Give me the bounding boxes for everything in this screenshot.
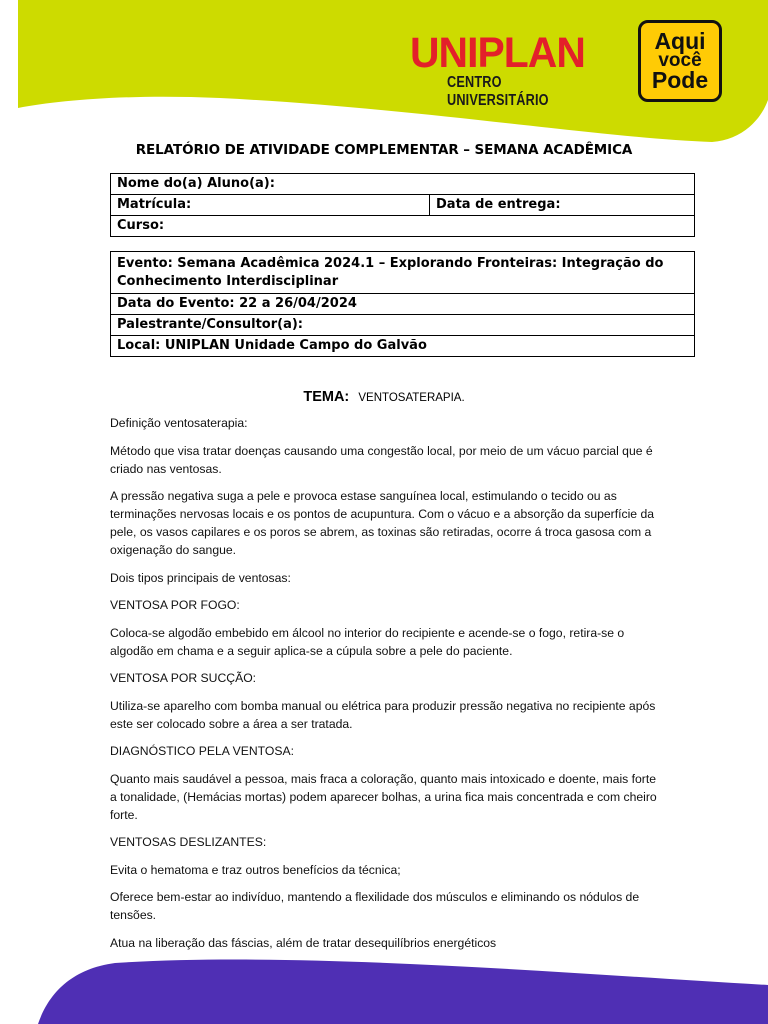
paragraph: Atua na liberação das fáscias, além de tratar desequilíbrios energéticos [110, 935, 497, 950]
course-field[interactable]: Curso: [111, 216, 695, 237]
section-heading: DIAGNÓSTICO PELA VENTOSA: [110, 744, 294, 758]
paragraph: Coloca-se algodão embebido em álcool no interior do recipiente e acende-se o fogo, retira-se o algodão em chama e a seguir aplica-se a cúpula sobre a pele do paciente. [110, 625, 625, 658]
badge-line-2: você [658, 50, 702, 71]
theme-value: VENTOSATERAPIA. [358, 392, 465, 404]
logo-name: UNIPLAN [410, 29, 585, 77]
student-name-field[interactable]: Nome do(a) Aluno(a): [111, 174, 695, 195]
section-heading: VENTOSAS DESLIZANTES: [110, 835, 267, 849]
section-heading: VENTOSA POR FOGO: [110, 598, 240, 612]
event-info-table [110, 251, 695, 357]
theme-label: TEMA: [303, 389, 350, 405]
event-date-field: Data do Evento: 22 a 26/04/2024 [111, 294, 695, 315]
paragraph: Evita o hematoma e traz outros benefícios da técnica; [110, 862, 401, 877]
document-body [110, 414, 662, 961]
speaker-field[interactable]: Palestrante/Consultor(a): [111, 315, 695, 336]
paragraph: Quanto mais saudável a pessoa, mais fraca a coloração, quanto mais intoxicado e doente, mais forte a tonalidade, (Hemácias mortas) podem aparecer bolhas, a urina fica mais concentrada e com cheiro forte. [110, 771, 657, 822]
paragraph: Utiliza-se aparelho com bomba manual ou elétrica para produzir pressão negativa no recipiente após este ser colocado sobre a área a ser tratada. [110, 698, 656, 731]
paragraph: A pressão negativa suga a pele e provoca estase sanguínea local, estimulando o tecido ou as terminações nervosas locais e os pontos de acupuntura. Com o vácuo e a absorção da superfície da pele, os vasos capilares e os poros se abrem, as toxinas são retiradas, ocorre á troca gasosa com a oxigenação do sangue. [110, 489, 655, 557]
paragraph: Dois tipos principais de ventosas: [110, 570, 291, 585]
aqui-voce-pode-badge [638, 20, 722, 102]
uniplan-logo [410, 29, 630, 109]
event-field: Evento: Semana Acadêmica 2024.1 – Explorando Fronteiras: Integração do Conhecimento Interdisciplinar [111, 252, 695, 294]
registration-field[interactable]: Matrícula: [111, 195, 430, 216]
document-title: RELATÓRIO DE ATIVIDADE COMPLEMENTAR – SEMANA ACADÊMICA [135, 142, 633, 158]
theme-heading [0, 386, 768, 405]
badge-line-3: Pode [651, 67, 709, 93]
paragraph: Definição ventosaterapia: [110, 416, 248, 430]
location-field: Local: UNIPLAN Unidade Campo do Galvão [111, 336, 695, 357]
paragraph: Método que visa tratar doenças causando uma congestão local, por meio de um vácuo parcial que é criado nas ventosas. [110, 443, 653, 476]
delivery-date-field[interactable]: Data de entrega: [430, 195, 695, 216]
footer-purple-background [0, 955, 768, 1024]
paragraph: Oferece bem-estar ao indivíduo, mantendo a flexilidade dos músculos e eliminando os nódulos de tensões. [110, 890, 640, 922]
student-info-table [110, 173, 695, 237]
badge-line-1: Aqui [654, 28, 706, 54]
section-heading: VENTOSA POR SUCÇÃO: [110, 671, 257, 685]
logo-subtitle: CENTRO UNIVERSITÁRIO [447, 74, 549, 109]
